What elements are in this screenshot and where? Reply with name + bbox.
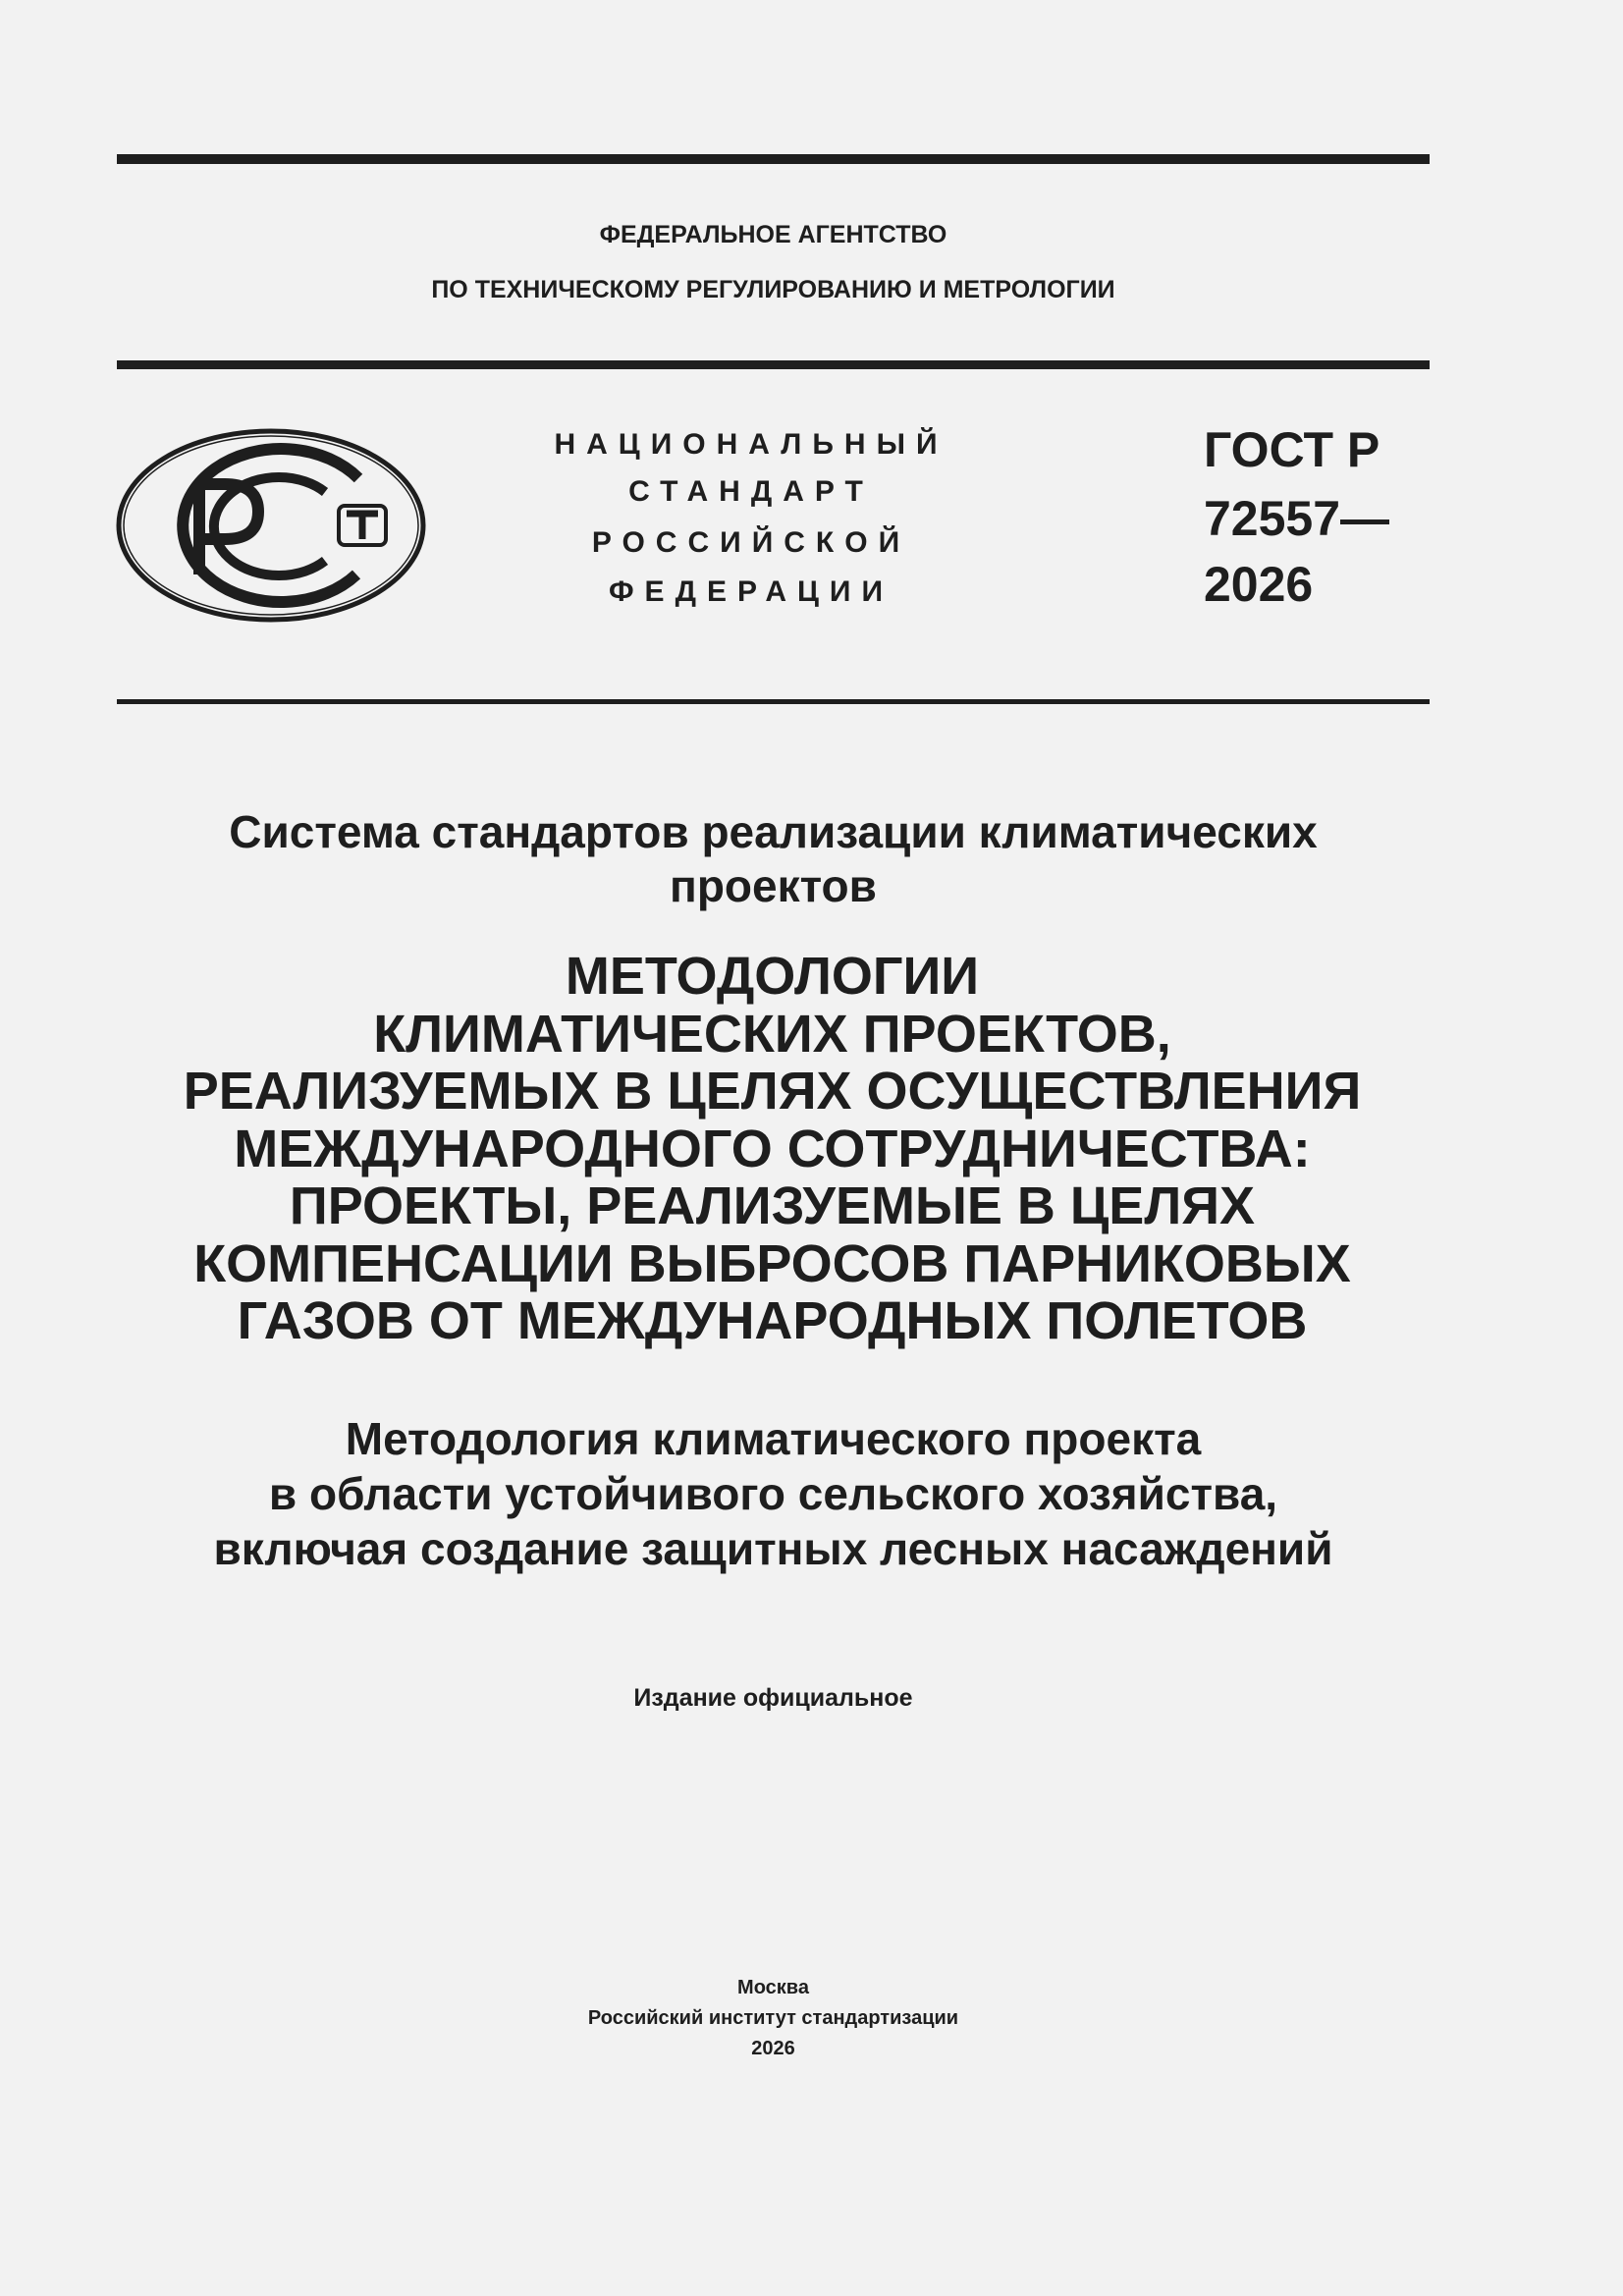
- main-title-line: МЕТОДОЛОГИИ: [565, 947, 980, 1006]
- designation-line-2: 72557—: [1204, 491, 1390, 546]
- edition-label: Издание официальное: [633, 1684, 913, 1712]
- standard-type-line-4: ФЕДЕРАЦИИ: [608, 575, 894, 608]
- series-title-line-2: проектов: [670, 860, 877, 911]
- main-title-line: ПРОЕКТЫ, РЕАЛИЗУЕМЫЕ В ЦЕЛЯХ: [289, 1176, 1256, 1235]
- imprint-city: Москва: [737, 1977, 809, 1998]
- subtitle-line: Методология климатического проекта: [345, 1413, 1202, 1464]
- imprint-publisher: Российский институт стандартизации: [587, 2007, 959, 2029]
- main-title-line: РЕАЛИЗУЕМЫХ В ЦЕЛЯХ ОСУЩЕСТВЛЕНИЯ: [183, 1062, 1362, 1121]
- standard-type-line-2: СТАНДАРТ: [628, 475, 874, 508]
- designation-line-3: 2026: [1204, 557, 1314, 612]
- top-rule: [117, 154, 1430, 164]
- designation-line-1: ГОСТ Р: [1204, 422, 1380, 477]
- main-title-line: КЛИМАТИЧЕСКИХ ПРОЕКТОВ,: [373, 1004, 1171, 1064]
- series-title: [117, 805, 1430, 913]
- main-title-line: ГАЗОВ ОТ МЕЖДУНАРОДНЫХ ПОЛЕТОВ: [237, 1291, 1308, 1350]
- main-title: [59, 948, 1486, 1350]
- subtitle: [117, 1411, 1430, 1576]
- imprint: [117, 1973, 1430, 2064]
- middle-rule: [117, 360, 1430, 369]
- subtitle-line: в области устойчивого сельского хозяйства,: [268, 1468, 1278, 1519]
- series-title-line-1: Система стандартов реализации климатических: [229, 806, 1318, 857]
- main-title-line: КОМПЕНСАЦИИ ВЫБРОСОВ ПАРНИКОВЫХ: [193, 1233, 1351, 1293]
- bottom-rule: [117, 699, 1430, 704]
- subtitle-line: включая создание защитных лесных насаждений: [213, 1523, 1333, 1574]
- standard-type-line-1: НАЦИОНАЛЬНЫЙ: [554, 428, 948, 461]
- rst-logo: [115, 427, 427, 624]
- agency-line-1: ФЕДЕРАЛЬНОЕ АГЕНТСТВО: [599, 221, 947, 248]
- standard-type-line-3: РОССИЙСКОЙ: [591, 526, 911, 559]
- main-title-line: МЕЖДУНАРОДНОГО СОТРУДНИЧЕСТВА:: [234, 1119, 1311, 1178]
- agency-line-2: ПО ТЕХНИЧЕСКОМУ РЕГУЛИРОВАНИЮ И МЕТРОЛОГИИ: [431, 276, 1115, 303]
- rst-certification-mark-icon: [115, 427, 427, 624]
- imprint-year: 2026: [751, 2038, 795, 2059]
